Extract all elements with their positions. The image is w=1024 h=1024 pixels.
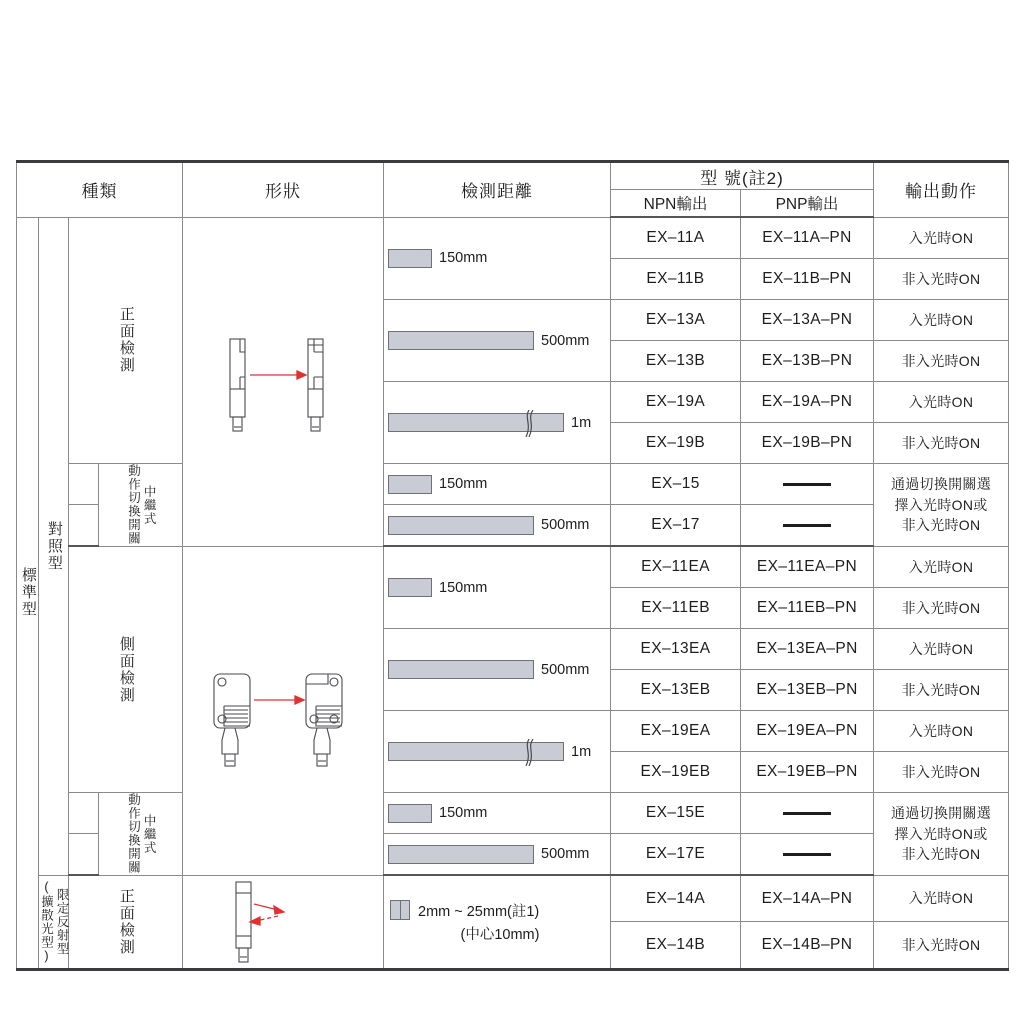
- reflective-sensor-drawing: [198, 876, 368, 968]
- output-action: 入光時ON: [874, 711, 1009, 752]
- sel-l3: 非入光時ON: [901, 516, 981, 533]
- col-header-distance: 檢測距離: [384, 162, 611, 218]
- model-pnp: EX–19EA–PN: [741, 711, 874, 752]
- model-pnp-none: [741, 505, 874, 547]
- kind-side-detect-label: 側面檢測: [117, 635, 135, 704]
- kind-front-detect-2-label: 正面檢測: [117, 887, 135, 956]
- output-action: 入光時ON: [874, 382, 1009, 423]
- kind-relay-switch-2: [99, 793, 183, 876]
- distance-chip: [390, 900, 410, 920]
- model-pnp: EX–14B–PN: [741, 922, 874, 969]
- output-action-selectable: [874, 464, 1009, 547]
- kind-relay-switch-1: [99, 464, 183, 547]
- sel-l2: 擇入光時ON或: [894, 825, 988, 842]
- table-row: [17, 217, 1009, 259]
- model-npn: EX–14A: [611, 875, 741, 922]
- model-npn: EX–19EB: [611, 752, 741, 793]
- distance-150mm-3: [384, 546, 611, 629]
- model-npn: EX–14B: [611, 922, 741, 969]
- distance-reflective: [384, 875, 611, 969]
- model-npn: EX–17: [611, 505, 741, 547]
- model-npn: EX–17E: [611, 834, 741, 876]
- kind-limited-reflective-line2: (擴散光型): [39, 879, 54, 964]
- kind-thrubeam: [39, 217, 69, 875]
- kind-front-detect-2: [69, 875, 183, 969]
- distance-label: 2mm ~ 25mm(註1): [418, 903, 540, 920]
- model-pnp: EX–19B–PN: [741, 423, 874, 464]
- kind-front-detect-relay-spacer-2: [69, 505, 99, 547]
- output-action: 入光時ON: [874, 875, 1009, 922]
- header-row-1: [17, 162, 1009, 190]
- kind-side-detect-relay-spacer-2: [69, 834, 99, 876]
- dash-icon: [783, 524, 831, 527]
- distance-label: 150mm: [439, 476, 488, 492]
- distance-bar: [388, 742, 564, 761]
- sel-l3: 非入光時ON: [901, 845, 981, 862]
- kind-side-detect: [69, 546, 183, 793]
- shape-thrubeam-front: [183, 217, 384, 546]
- kind-thrubeam-label: 對照型: [45, 520, 63, 572]
- distance-label: 500mm: [541, 332, 590, 349]
- distance-label: 150mm: [439, 250, 488, 267]
- distance-bar: [388, 475, 432, 494]
- model-pnp: EX–11EB–PN: [741, 588, 874, 629]
- model-npn: EX–11A: [611, 217, 741, 259]
- output-action: 入光時ON: [874, 629, 1009, 670]
- model-pnp: EX–13EA–PN: [741, 629, 874, 670]
- distance-bar: [388, 249, 432, 268]
- break-symbol-icon: [525, 739, 537, 766]
- model-pnp: EX–13A–PN: [741, 300, 874, 341]
- output-action: 非入光時ON: [874, 588, 1009, 629]
- model-pnp: EX–11A–PN: [741, 217, 874, 259]
- distance-500mm-3: [384, 629, 611, 711]
- model-npn: EX–13B: [611, 341, 741, 382]
- kind-front-detect-label: 正面檢測: [117, 306, 135, 375]
- model-pnp: EX–14A–PN: [741, 875, 874, 922]
- distance-bar: [388, 578, 432, 597]
- output-action: 非入光時ON: [874, 423, 1009, 464]
- table-row: [17, 793, 1009, 834]
- distance-bar: [388, 804, 432, 823]
- model-pnp: EX–13EB–PN: [741, 670, 874, 711]
- distance-150mm-1: [384, 217, 611, 300]
- kind-standard: [17, 217, 39, 969]
- distance-150mm-2: [384, 464, 611, 505]
- model-npn: EX–11EA: [611, 546, 741, 588]
- distance-500mm-4: [384, 834, 611, 876]
- kind-relay-line1: 中繼式: [142, 484, 157, 525]
- dash-icon: [783, 812, 831, 815]
- model-npn: EX–11EB: [611, 588, 741, 629]
- model-npn: EX–19B: [611, 423, 741, 464]
- kind-relay-line2: 動作切換開關: [126, 793, 141, 875]
- distance-bar: [388, 660, 534, 679]
- col-header-shape: 形狀: [183, 162, 384, 218]
- model-npn: EX–19EA: [611, 711, 741, 752]
- kind-relay-line1: 中繼式: [142, 813, 157, 854]
- distance-label: 150mm: [439, 579, 488, 596]
- kind-front-detect: [69, 217, 183, 464]
- sel-l1: 通過切換開關選: [890, 476, 992, 493]
- model-npn: EX–11B: [611, 259, 741, 300]
- output-action: 非入光時ON: [874, 922, 1009, 969]
- distance-label: 1m: [571, 414, 592, 431]
- distance-label: 1m: [571, 743, 592, 760]
- col-header-model-group: 型 號(註2): [611, 162, 874, 190]
- distance-label: 150mm: [439, 805, 488, 821]
- sel-l1: 通過切換開關選: [890, 805, 992, 822]
- output-action: 入光時ON: [874, 217, 1009, 259]
- model-npn: EX–13EA: [611, 629, 741, 670]
- model-npn: EX–13EB: [611, 670, 741, 711]
- model-pnp: EX–11B–PN: [741, 259, 874, 300]
- model-pnp: EX–19A–PN: [741, 382, 874, 423]
- distance-bar: [388, 413, 564, 432]
- model-pnp-none: [741, 793, 874, 834]
- output-action-selectable: [874, 793, 1009, 876]
- model-pnp-none: [741, 464, 874, 505]
- output-action: 非入光時ON: [874, 341, 1009, 382]
- model-pnp: EX–13B–PN: [741, 341, 874, 382]
- distance-bar: [388, 331, 534, 350]
- distance-label: 500mm: [541, 517, 590, 533]
- model-pnp: EX–11EA–PN: [741, 546, 874, 588]
- kind-front-detect-relay-spacer: [69, 464, 99, 505]
- product-spec-table: [16, 160, 1009, 971]
- dash-icon: [783, 853, 831, 856]
- distance-1m-2: [384, 711, 611, 793]
- kind-limited-reflective-line1: 限定反射型: [55, 887, 70, 956]
- kind-standard-label: 標準型: [19, 567, 37, 618]
- thrubeam-side-drawing: [188, 648, 378, 773]
- model-npn: EX–19A: [611, 382, 741, 423]
- output-action: 入光時ON: [874, 300, 1009, 341]
- table-row: [17, 546, 1009, 588]
- output-action: 非入光時ON: [874, 259, 1009, 300]
- kind-limited-reflective: [39, 875, 69, 969]
- distance-500mm-1: [384, 300, 611, 382]
- distance-bar: [388, 845, 534, 864]
- distance-500mm-2: [384, 505, 611, 547]
- distance-1m-1: [384, 382, 611, 464]
- col-header-output-action: 輸出動作: [874, 162, 1009, 218]
- col-header-pnp: PNP輸出: [741, 190, 874, 218]
- shape-thrubeam-side: [183, 546, 384, 875]
- sel-l2: 擇入光時ON或: [894, 496, 988, 513]
- distance-bar: [388, 516, 534, 535]
- model-npn: EX–15: [611, 464, 741, 505]
- output-action: 入光時ON: [874, 546, 1009, 588]
- break-symbol-icon: [525, 410, 537, 437]
- table-row: [17, 875, 1009, 922]
- model-pnp: EX–19EB–PN: [741, 752, 874, 793]
- dash-icon: [783, 483, 831, 486]
- distance-sublabel: (中心10mm): [460, 926, 540, 943]
- col-header-npn: NPN輸出: [611, 190, 741, 218]
- model-pnp-none: [741, 834, 874, 876]
- thrubeam-front-drawing: [188, 319, 378, 444]
- kind-side-detect-relay-spacer: [69, 793, 99, 834]
- model-npn: EX–13A: [611, 300, 741, 341]
- distance-label: 500mm: [541, 846, 590, 862]
- output-action: 非入光時ON: [874, 752, 1009, 793]
- table-row: [17, 464, 1009, 505]
- distance-150mm-4: [384, 793, 611, 834]
- distance-label: 500mm: [541, 661, 590, 678]
- output-action: 非入光時ON: [874, 670, 1009, 711]
- shape-reflective: [183, 875, 384, 969]
- model-npn: EX–15E: [611, 793, 741, 834]
- kind-relay-line2: 動作切換開關: [126, 464, 141, 546]
- col-header-kind: 種類: [17, 162, 183, 218]
